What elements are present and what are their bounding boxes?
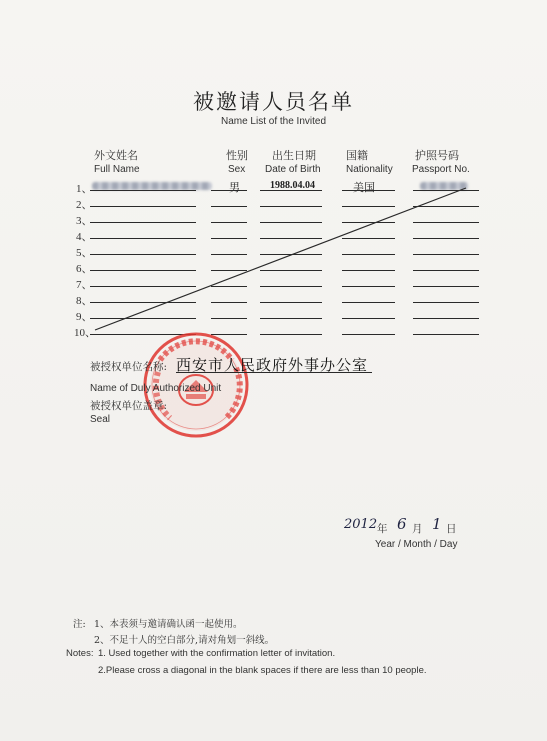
date-day-unit: 日: [446, 523, 457, 535]
row-number: 8、: [76, 295, 93, 307]
authorized-unit-label-en: Name of Duly Authorized Unit: [90, 383, 222, 394]
seal-label-cn: 被授权单位盖章:: [90, 400, 168, 412]
note-2-en: 2.Please cross a diagonal in the blank spaces if there are less than 10 people.: [98, 665, 427, 676]
page-title: 被邀请人员名单: [193, 90, 354, 114]
header-full-name-cn: 外文姓名: [94, 149, 138, 162]
header-sex-cn: 性别: [226, 149, 248, 162]
authorized-unit-name: 西安市人民政府外事办公室: [176, 356, 369, 374]
row-number: 9、: [76, 311, 93, 323]
header-dob-cn: 出生日期: [272, 149, 316, 162]
notes-prefix-cn: 注:: [73, 619, 86, 630]
page-subtitle: Name List of the Invited: [220, 116, 327, 127]
row-number: 6、: [76, 263, 93, 275]
seal-label-en: Seal: [90, 414, 111, 425]
row-number: 4、: [76, 231, 93, 243]
date-month-handwritten: 6: [397, 515, 407, 533]
header-dob-en: Date of Birth: [265, 164, 321, 175]
header-nationality-en: Nationality: [346, 164, 393, 175]
row-number: 1、: [76, 183, 93, 195]
header-passport-cn: 护照号码: [415, 149, 459, 162]
header-sex-en: Sex: [228, 164, 246, 175]
row-number: 7、: [76, 279, 93, 291]
note-1-en: 1. Used together with the confirmation letter of invitation.: [98, 648, 336, 659]
date-day-handwritten: 1: [432, 515, 442, 533]
row-number: 10、: [74, 327, 96, 339]
authorized-unit-underline: [176, 372, 372, 373]
authorized-unit-label-cn: 被授权单位名称:: [90, 361, 168, 373]
entry-nationality: 美国: [353, 182, 375, 194]
row-number: 3、: [76, 215, 93, 227]
row-number: 2、: [76, 199, 93, 211]
date-month-unit: 月: [412, 523, 423, 535]
entry-date-of-birth: 1988.04.04: [270, 180, 315, 191]
header-passport-en: Passport No.: [412, 164, 470, 175]
note-1-cn: 1、本表须与邀请确认函一起使用。: [94, 619, 243, 630]
notes-prefix-en: Notes:: [66, 648, 94, 659]
entry-sex: 男: [229, 182, 240, 194]
row-number: 5、: [76, 247, 93, 259]
note-2-cn: 2、不足十人的空白部分,请对角划一斜线。: [94, 635, 275, 646]
date-caption: Year / Month / Day: [375, 539, 458, 550]
date-year-unit: 年: [377, 523, 388, 535]
header-nationality-cn: 国籍: [346, 149, 368, 162]
header-full-name-en: Full Name: [94, 164, 140, 175]
date-year-handwritten: 2012: [344, 517, 378, 532]
